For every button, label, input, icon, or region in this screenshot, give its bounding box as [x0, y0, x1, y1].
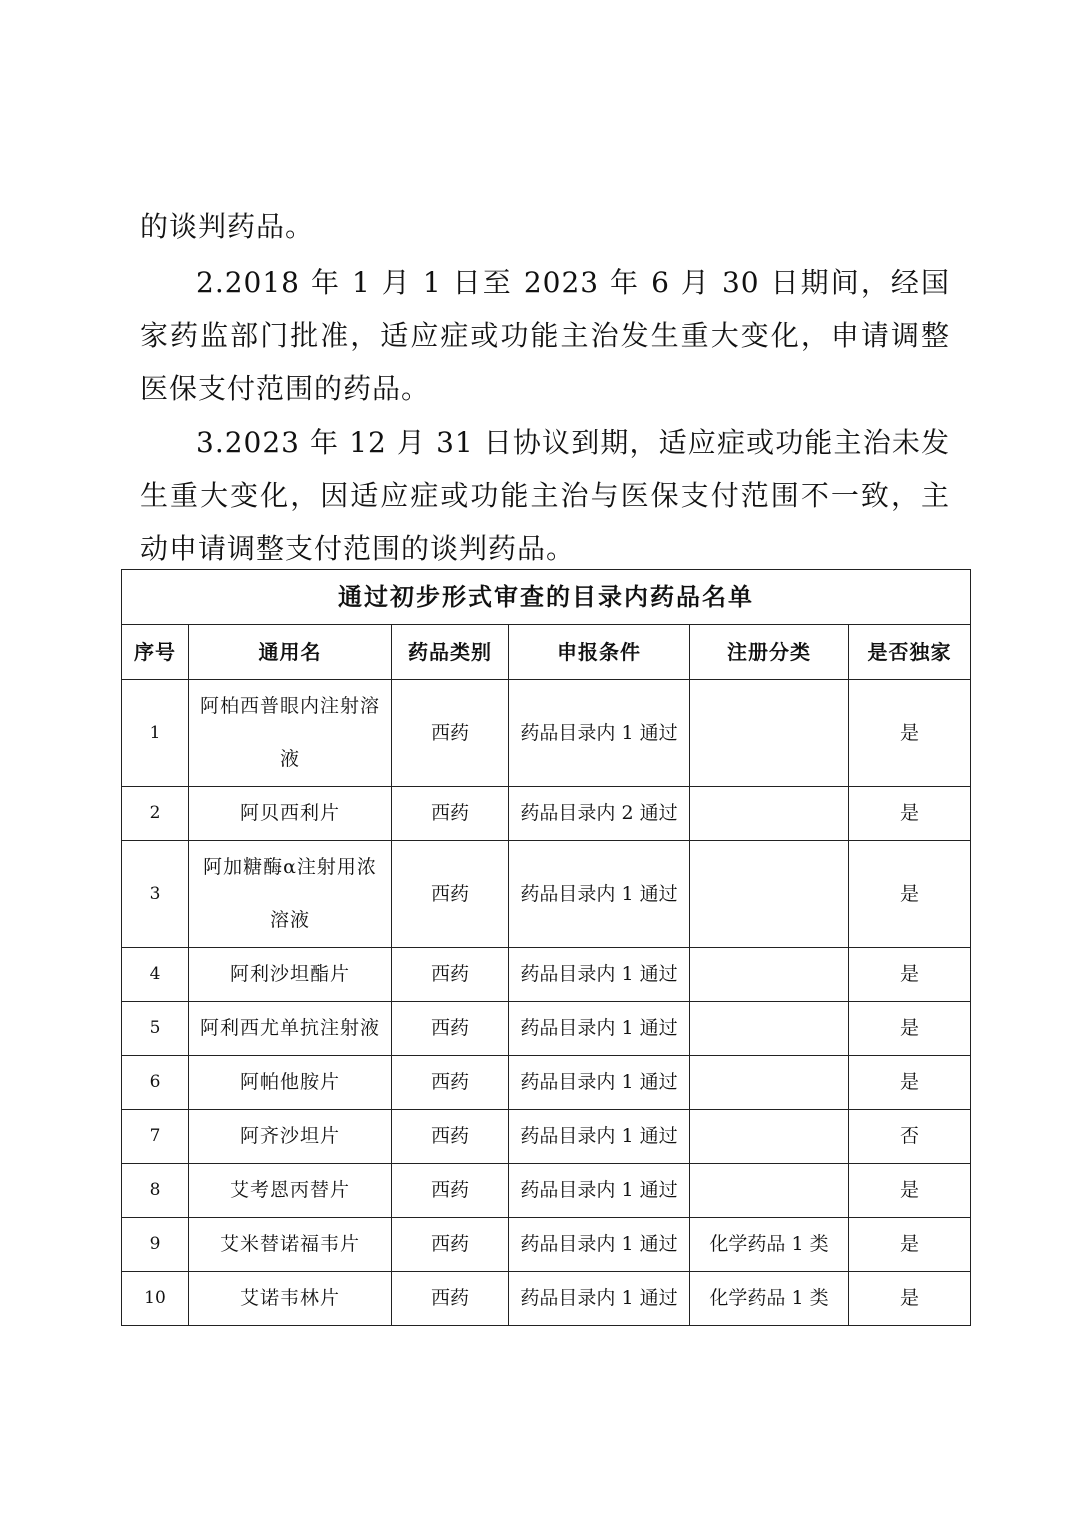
- cell-category: 西药: [392, 1218, 509, 1272]
- cell-exclusive: 是: [849, 1164, 971, 1218]
- cell-registration: [690, 1164, 849, 1218]
- cell-registration: [690, 1056, 849, 1110]
- cell-condition: 药品目录内 1 通过: [509, 1110, 690, 1164]
- cell-registration: 化学药品 1 类: [690, 1272, 849, 1326]
- cell-category: 西药: [392, 1110, 509, 1164]
- cell-condition: 药品目录内 1 通过: [509, 1164, 690, 1218]
- header-category: 药品类别: [392, 625, 509, 680]
- cell-condition: 药品目录内 2 通过: [509, 787, 690, 841]
- cell-name: 艾米替诺福韦片: [189, 1218, 392, 1272]
- header-registration: 注册分类: [690, 625, 849, 680]
- cell-exclusive: 是: [849, 1002, 971, 1056]
- cell-no: 9: [122, 1218, 189, 1272]
- cell-no: 6: [122, 1056, 189, 1110]
- cell-condition: 药品目录内 1 通过: [509, 1272, 690, 1326]
- cell-category: 西药: [392, 1272, 509, 1326]
- cell-name: 阿帕他胺片: [189, 1056, 392, 1110]
- drug-list-table: [121, 569, 971, 1326]
- table-row: [122, 1110, 971, 1164]
- table-header-row: [122, 625, 971, 680]
- cell-exclusive: 是: [849, 948, 971, 1002]
- cell-condition: 药品目录内 1 通过: [509, 680, 690, 787]
- table-row: [122, 1056, 971, 1110]
- table-row: [122, 1272, 971, 1326]
- cell-condition: 药品目录内 1 通过: [509, 841, 690, 948]
- paragraph-item-3: 3.2023 年 12 月 31 日协议到期，适应症或功能主治未发生重大变化，因适应症或功能主治与医保支付范围不一致，主动申请调整支付范围的谈判药品。: [140, 426, 950, 565]
- paragraph-item-2: 2.2018 年 1 月 1 日至 2023 年 6 月 30 日期间，经国家药监部门批准，适应症或功能主治发生重大变化，申请调整医保支付范围的药品。: [140, 266, 950, 405]
- header-no: 序号: [122, 625, 189, 680]
- cell-no: 2: [122, 787, 189, 841]
- cell-registration: [690, 787, 849, 841]
- cell-no: 4: [122, 948, 189, 1002]
- cell-no: 8: [122, 1164, 189, 1218]
- table-row: [122, 841, 971, 948]
- cell-no: 7: [122, 1110, 189, 1164]
- cell-registration: 化学药品 1 类: [690, 1218, 849, 1272]
- paragraph-continuation: 的谈判药品。: [140, 210, 315, 243]
- cell-exclusive: 是: [849, 787, 971, 841]
- cell-registration: [690, 680, 849, 787]
- cell-no: 5: [122, 1002, 189, 1056]
- cell-exclusive: 是: [849, 680, 971, 787]
- cell-exclusive: 否: [849, 1110, 971, 1164]
- cell-category: 西药: [392, 1056, 509, 1110]
- cell-exclusive: 是: [849, 1218, 971, 1272]
- cell-exclusive: 是: [849, 841, 971, 948]
- cell-condition: 药品目录内 1 通过: [509, 1056, 690, 1110]
- cell-category: 西药: [392, 1164, 509, 1218]
- header-condition: 申报条件: [509, 625, 690, 680]
- cell-no: 1: [122, 680, 189, 787]
- cell-exclusive: 是: [849, 1056, 971, 1110]
- cell-condition: 药品目录内 1 通过: [509, 948, 690, 1002]
- cell-name: 阿加糖酶α注射用浓溶液: [189, 841, 392, 948]
- cell-name: 艾考恩丙替片: [189, 1164, 392, 1218]
- cell-category: 西药: [392, 948, 509, 1002]
- table-row: [122, 1002, 971, 1056]
- cell-name: 阿利沙坦酯片: [189, 948, 392, 1002]
- cell-registration: [690, 1110, 849, 1164]
- cell-condition: 药品目录内 1 通过: [509, 1218, 690, 1272]
- cell-registration: [690, 1002, 849, 1056]
- table-row: [122, 787, 971, 841]
- cell-registration: [690, 948, 849, 1002]
- cell-name: 艾诺韦林片: [189, 1272, 392, 1326]
- table-title: 通过初步形式审查的目录内药品名单: [122, 570, 971, 625]
- cell-category: 西药: [392, 680, 509, 787]
- cell-name: 阿柏西普眼内注射溶液: [189, 680, 392, 787]
- cell-category: 西药: [392, 787, 509, 841]
- cell-exclusive: 是: [849, 1272, 971, 1326]
- cell-category: 西药: [392, 841, 509, 948]
- cell-condition: 药品目录内 1 通过: [509, 1002, 690, 1056]
- cell-name: 阿利西尤单抗注射液: [189, 1002, 392, 1056]
- cell-no: 3: [122, 841, 189, 948]
- cell-name: 阿贝西利片: [189, 787, 392, 841]
- table-row: [122, 1218, 971, 1272]
- header-name: 通用名: [189, 625, 392, 680]
- table-row: [122, 948, 971, 1002]
- cell-category: 西药: [392, 1002, 509, 1056]
- cell-no: 10: [122, 1272, 189, 1326]
- table-row: [122, 1164, 971, 1218]
- cell-name: 阿齐沙坦片: [189, 1110, 392, 1164]
- table-row: [122, 680, 971, 787]
- header-exclusive: 是否独家: [849, 625, 971, 680]
- cell-registration: [690, 841, 849, 948]
